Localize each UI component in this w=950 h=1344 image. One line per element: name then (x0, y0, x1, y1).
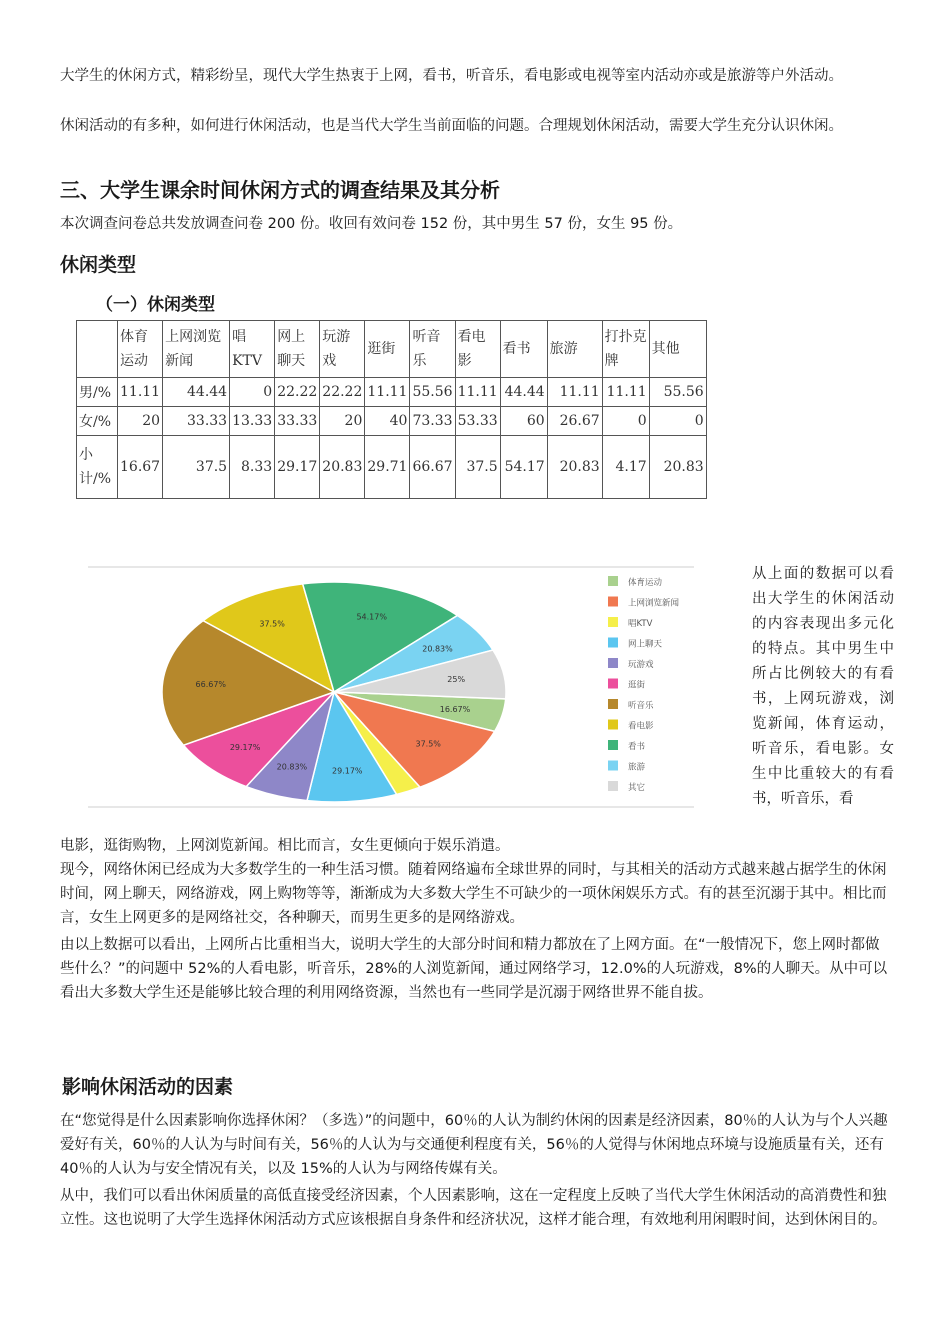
pie-slice-label: 37.5% (415, 739, 441, 749)
table-header-cell: 玩游戏 (320, 321, 365, 378)
table-cell: 20.83 (547, 436, 602, 499)
table-cell: 11.11 (602, 378, 649, 407)
leisure-type-heading: 休闲类型 (60, 254, 137, 276)
legend-swatch (608, 699, 618, 709)
leisure-pie-chart (88, 566, 694, 808)
factors-paragraph-1: 在“您觉得是什么因素影响你选择休闲？（多选）”的问题中，60％的人认为制约休闲的因素是经济因素，80％的人认为与个人兴趣爱好有关，60％的人认为与时间有关，56％的人认为与交通便利程度有关，56％的人觉得与休闲地点环境与设施质量有关，还有40％的人认为与安全情况有关，以及 15%的人认为与网络传媒有关。 (60, 1113, 888, 1177)
legend-label: 看书 (628, 742, 646, 752)
table-cell: 26.67 (547, 407, 602, 436)
table-header-cell: 逛街 (365, 321, 410, 378)
table-cell: 55.56 (649, 378, 706, 407)
table-title: （一）休闲类型 (96, 295, 215, 315)
table-cell: 20 (118, 407, 163, 436)
table-header-cell: 其他 (649, 321, 706, 378)
table-cell: 4.17 (602, 436, 649, 499)
legend-label: 听音乐 (628, 701, 654, 711)
legend-label: 体育运动 (628, 578, 663, 588)
table-cell: 11.11 (118, 378, 163, 407)
table-header-cell: 唱KTV (230, 321, 275, 378)
table-corner-cell (77, 321, 118, 378)
legend-label: 看电影 (628, 721, 654, 732)
factors-paragraph-2: 从中，我们可以看出休闲质量的高低直接受经济因素，个人因素影响，这在一定程度上反映了当代大学生休闲活动的高消费性和独立性。这也说明了大学生选择休闲活动方式应该根据自身条件和经济状况，这样才能合理，有效地利用闲暇时间，达到休闲目的。 (60, 1188, 887, 1228)
legend-swatch (608, 781, 618, 791)
factors-heading: 影响休闲活动的因素 (62, 1076, 234, 1098)
pie-slice-label: 25% (447, 675, 466, 684)
table-cell: 22.22 (320, 378, 365, 407)
table-header-cell: 上网浏览新闻 (163, 321, 230, 378)
table-header-cell: 旅游 (547, 321, 602, 378)
table-cell: 16.67 (118, 436, 163, 499)
pie-slice-label: 29.17% (332, 766, 363, 776)
table-header-cell: 网上聊天 (275, 321, 320, 378)
row-label: 女/% (77, 407, 118, 436)
internet-data-paragraph: 由以上数据可以看出，上网所占比重相当大，说明大学生的大部分时间和精力都放在了上网方面。在“一般情况下，您上网时都做些什么？”的问题中 52%的人看电影，听音乐，28%的人浏览新闻，通过网络学习，12.0%的人玩游戏，8%的人聊天。从中可以看出大多数大学生还是能够比较合理的利用网络资源，当然也有一些同学是沉溺于网络世界不能自拔。 (60, 937, 888, 1001)
analysis-paragraph-continued: 电影，逛街购物，上网浏览新闻。相比而言，女生更倾向于娱乐消遣。 (60, 838, 510, 854)
table-cell: 54.17 (500, 436, 547, 499)
table-cell: 0 (602, 407, 649, 436)
legend-swatch (608, 658, 618, 668)
legend-swatch (608, 617, 618, 627)
leisure-table (76, 320, 707, 499)
table-row (77, 436, 707, 499)
legend-swatch (608, 638, 618, 648)
table-cell: 40 (365, 407, 410, 436)
table-row (77, 407, 707, 436)
table-header-cell: 体育运动 (118, 321, 163, 378)
table-header-row (77, 321, 707, 378)
pie-slice-label: 16.67% (439, 704, 471, 714)
table-cell: 53.33 (455, 407, 500, 436)
pie-slice-label: 37.5% (259, 619, 285, 629)
table-header-cell: 看电影 (455, 321, 500, 378)
table-cell: 22.22 (275, 378, 320, 407)
legend-swatch (608, 679, 618, 689)
legend-swatch (608, 576, 618, 586)
pie-slice-label: 54.17% (356, 612, 387, 622)
table-header-cell: 打扑克牌 (602, 321, 649, 378)
intro-paragraph-1: 大学生的休闲方式，精彩纷呈，现代大学生热衷于上网，看书，听音乐，看电影或电视等室内活动亦或是旅游等户外活动。 (60, 68, 843, 84)
survey-summary: 本次调查问卷总共发放调查问卷 200 份。收回有效问卷 152 份，其中男生 57 份，女生 95 份。 (60, 216, 683, 232)
legend-swatch (608, 597, 618, 607)
table-cell: 73.33 (410, 407, 455, 436)
table-cell: 20.83 (320, 436, 365, 499)
table-cell: 37.5 (455, 436, 500, 499)
pie-slice-label: 20.83% (422, 644, 453, 654)
table-cell: 29.17 (275, 436, 320, 499)
legend-swatch (608, 720, 618, 730)
table-cell: 20 (320, 407, 365, 436)
section-heading: 三、大学生课余时间休闲方式的调查结果及其分析 (60, 178, 500, 202)
pie-slice-label: 20.83% (276, 762, 308, 772)
legend-label: 唱KTV (628, 619, 653, 629)
legend-label: 上网浏览新闻 (628, 598, 680, 609)
table-cell: 66.67 (410, 436, 455, 499)
pie-slice-label: 29.17% (229, 743, 261, 753)
table-cell: 0 (649, 407, 706, 436)
table-cell: 11.11 (365, 378, 410, 407)
table-header-cell: 听音乐 (410, 321, 455, 378)
network-leisure-paragraph: 现今，网络休闲已经成为大多数学生的一种生活习惯。随着网络遍布全球世界的同时，与其相关的活动方式越来越占据学生的休闲时间，网上聊天，网络游戏，网上购物等等，渐渐成为大多数大学生不可缺少的一项休闲娱乐方式。有的甚至沉溺于其中。相比而言，女生上网更多的是网络社交，各种聊天，而男生更多的是网络游戏。 (60, 862, 887, 926)
table-cell: 44.44 (163, 378, 230, 407)
table-cell: 11.11 (455, 378, 500, 407)
legend-label: 逛街 (628, 680, 646, 691)
table-cell: 60 (500, 407, 547, 436)
row-label: 小计/% (77, 436, 118, 499)
table-cell: 37.5 (163, 436, 230, 499)
table-cell: 11.11 (547, 378, 602, 407)
table-cell: 33.33 (163, 407, 230, 436)
table-header-cell: 看书 (500, 321, 547, 378)
table-row (77, 378, 707, 407)
table-cell: 8.33 (230, 436, 275, 499)
legend-label: 网上聊天 (628, 639, 663, 650)
table-cell: 55.56 (410, 378, 455, 407)
legend-swatch (608, 740, 618, 750)
legend-label: 其它 (628, 783, 646, 793)
intro-paragraph-2: 休闲活动的有多种，如何进行休闲活动，也是当代大学生当前面临的问题。合理规划休闲活动，需要大学生充分认识休闲。 (60, 118, 843, 134)
pie-slice-label: 66.67% (195, 680, 227, 689)
table-cell: 13.33 (230, 407, 275, 436)
legend-swatch (608, 761, 618, 771)
table-cell: 44.44 (500, 378, 547, 407)
table-cell: 20.83 (649, 436, 706, 499)
table-cell: 29.71 (365, 436, 410, 499)
row-label: 男/% (77, 378, 118, 407)
chart-side-text: 从上面的数据可以看出大学生的休闲活动的内容表现出多元化的特点。其中男生中所占比例较大的有看书，上网玩游戏，浏览新闻，体育运动，听音乐，看电影。女生中比重较大的有看书，听音乐，看 (752, 566, 894, 807)
legend-label: 玩游戏 (628, 660, 654, 670)
table-cell: 33.33 (275, 407, 320, 436)
table-cell: 0 (230, 378, 275, 407)
legend-label: 旅游 (628, 762, 646, 773)
